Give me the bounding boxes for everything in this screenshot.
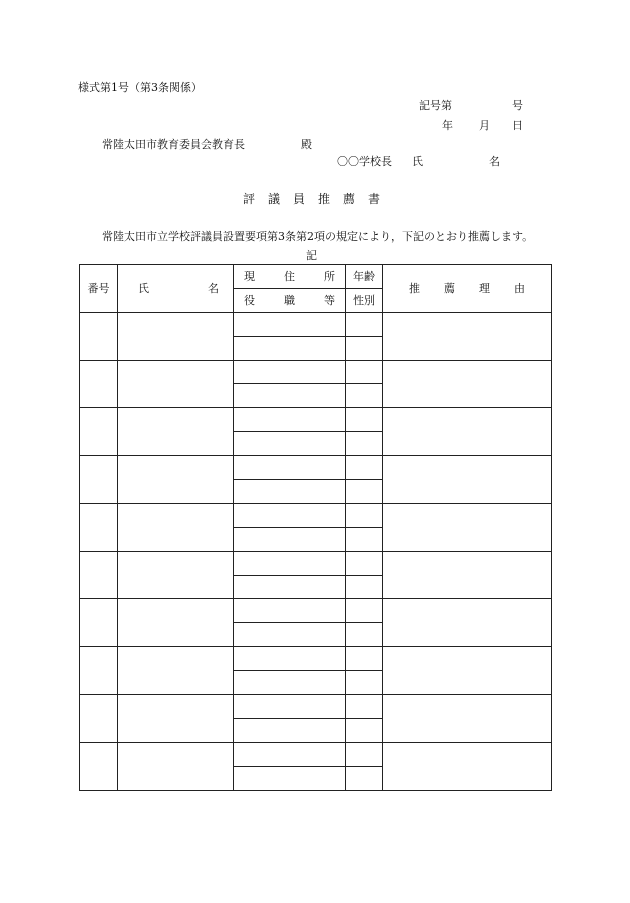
cell-number[interactable] xyxy=(80,456,118,504)
cell-reason[interactable] xyxy=(383,408,552,456)
cell-reason[interactable] xyxy=(383,503,552,551)
cell-number[interactable] xyxy=(80,551,118,599)
cell-name[interactable] xyxy=(118,456,234,504)
sender-name-shi: 氏 xyxy=(412,155,423,168)
cell-name[interactable] xyxy=(118,647,234,695)
cell-position[interactable] xyxy=(234,527,346,551)
cell-position[interactable] xyxy=(234,575,346,599)
header-address-char: 所 xyxy=(324,270,335,284)
cell-reason[interactable] xyxy=(383,360,552,408)
nominee-row xyxy=(80,647,552,671)
cell-name[interactable] xyxy=(118,742,234,790)
nominee-table xyxy=(79,264,552,791)
cell-position[interactable] xyxy=(234,766,346,790)
header-reason-char: 推 xyxy=(409,282,420,296)
header-name xyxy=(118,265,234,313)
nominee-row xyxy=(80,599,552,623)
cell-address[interactable] xyxy=(234,312,346,336)
date-day-label: 日 xyxy=(512,119,523,132)
cell-reason[interactable] xyxy=(383,456,552,504)
cell-reason[interactable] xyxy=(383,599,552,647)
body-text: 常陸太田市立学校評議員設置要項第3条第2項の規定により，下記のとおり推薦します。 xyxy=(102,230,534,243)
date-month-label: 月 xyxy=(479,119,490,132)
header-address xyxy=(234,265,346,289)
cell-name[interactable] xyxy=(118,695,234,743)
cell-gender[interactable] xyxy=(346,766,383,790)
cell-number[interactable] xyxy=(80,360,118,408)
nominee-row xyxy=(80,408,552,432)
cell-age[interactable] xyxy=(346,695,383,719)
cell-gender[interactable] xyxy=(346,432,383,456)
header-reason-char: 理 xyxy=(479,282,490,296)
cell-name[interactable] xyxy=(118,551,234,599)
cell-number[interactable] xyxy=(80,312,118,360)
cell-address[interactable] xyxy=(234,360,346,384)
cell-age[interactable] xyxy=(346,647,383,671)
cell-position[interactable] xyxy=(234,718,346,742)
cell-address[interactable] xyxy=(234,408,346,432)
cell-reason[interactable] xyxy=(383,742,552,790)
cell-number[interactable] xyxy=(80,503,118,551)
cell-name[interactable] xyxy=(118,408,234,456)
nominee-row xyxy=(80,742,552,766)
cell-gender[interactable] xyxy=(346,336,383,360)
form-label: 様式第1号（第3条関係） xyxy=(78,81,202,94)
cell-position[interactable] xyxy=(234,432,346,456)
cell-number[interactable] xyxy=(80,647,118,695)
cell-age[interactable] xyxy=(346,408,383,432)
nominee-row xyxy=(80,503,552,527)
nominee-row xyxy=(80,312,552,336)
cell-gender[interactable] xyxy=(346,384,383,408)
cell-position[interactable] xyxy=(234,384,346,408)
cell-address[interactable] xyxy=(234,456,346,480)
sender-principal: 〇〇学校長 xyxy=(337,155,392,168)
date-year-label: 年 xyxy=(442,119,453,132)
cell-number[interactable] xyxy=(80,742,118,790)
ki-mark: 記 xyxy=(306,249,317,262)
cell-number[interactable] xyxy=(80,599,118,647)
cell-gender[interactable] xyxy=(346,480,383,504)
document-title: 評議員推薦書 xyxy=(242,192,393,206)
cell-gender[interactable] xyxy=(346,671,383,695)
record-number-prefix: 記号第 xyxy=(419,99,452,112)
cell-address[interactable] xyxy=(234,695,346,719)
header-reason-char: 由 xyxy=(514,282,525,296)
cell-reason[interactable] xyxy=(383,312,552,360)
cell-age[interactable] xyxy=(346,503,383,527)
honorific: 殿 xyxy=(301,138,312,151)
header-gender: 性別 xyxy=(346,288,383,312)
header-name-char: 氏 xyxy=(138,282,149,296)
cell-age[interactable] xyxy=(346,312,383,336)
header-reason xyxy=(383,265,552,313)
cell-position[interactable] xyxy=(234,480,346,504)
cell-gender[interactable] xyxy=(346,575,383,599)
header-position xyxy=(234,288,346,312)
header-position-char: 等 xyxy=(324,294,335,308)
cell-address[interactable] xyxy=(234,503,346,527)
header-address-char: 住 xyxy=(284,270,295,284)
cell-gender[interactable] xyxy=(346,623,383,647)
nominee-row xyxy=(80,695,552,719)
cell-position[interactable] xyxy=(234,623,346,647)
header-position-char: 役 xyxy=(244,294,255,308)
cell-address[interactable] xyxy=(234,599,346,623)
cell-name[interactable] xyxy=(118,599,234,647)
header-reason-char: 薦 xyxy=(444,282,455,296)
sender-name-mei: 名 xyxy=(489,155,500,168)
cell-age[interactable] xyxy=(346,742,383,766)
record-number-suffix: 号 xyxy=(512,99,523,112)
cell-age[interactable] xyxy=(346,551,383,575)
header-address-char: 現 xyxy=(244,270,255,284)
cell-gender[interactable] xyxy=(346,527,383,551)
cell-reason[interactable] xyxy=(383,695,552,743)
cell-address[interactable] xyxy=(234,742,346,766)
cell-name[interactable] xyxy=(118,312,234,360)
cell-number[interactable] xyxy=(80,695,118,743)
cell-age[interactable] xyxy=(346,599,383,623)
cell-age[interactable] xyxy=(346,360,383,384)
header-position-char: 職 xyxy=(284,294,295,308)
cell-address[interactable] xyxy=(234,551,346,575)
cell-gender[interactable] xyxy=(346,718,383,742)
addressee: 常陸太田市教育委員会教育長 xyxy=(102,138,245,151)
cell-address[interactable] xyxy=(234,647,346,671)
cell-name[interactable] xyxy=(118,360,234,408)
cell-position[interactable] xyxy=(234,671,346,695)
cell-reason[interactable] xyxy=(383,551,552,599)
header-age: 年齢 xyxy=(346,265,383,289)
nominee-row xyxy=(80,551,552,575)
header-number: 番号 xyxy=(80,265,118,313)
cell-number[interactable] xyxy=(80,408,118,456)
cell-reason[interactable] xyxy=(383,647,552,695)
cell-name[interactable] xyxy=(118,503,234,551)
header-name-char: 名 xyxy=(208,282,219,296)
nominee-row xyxy=(80,360,552,384)
cell-age[interactable] xyxy=(346,456,383,480)
nominee-row xyxy=(80,456,552,480)
cell-position[interactable] xyxy=(234,336,346,360)
header-row-1 xyxy=(80,265,552,289)
